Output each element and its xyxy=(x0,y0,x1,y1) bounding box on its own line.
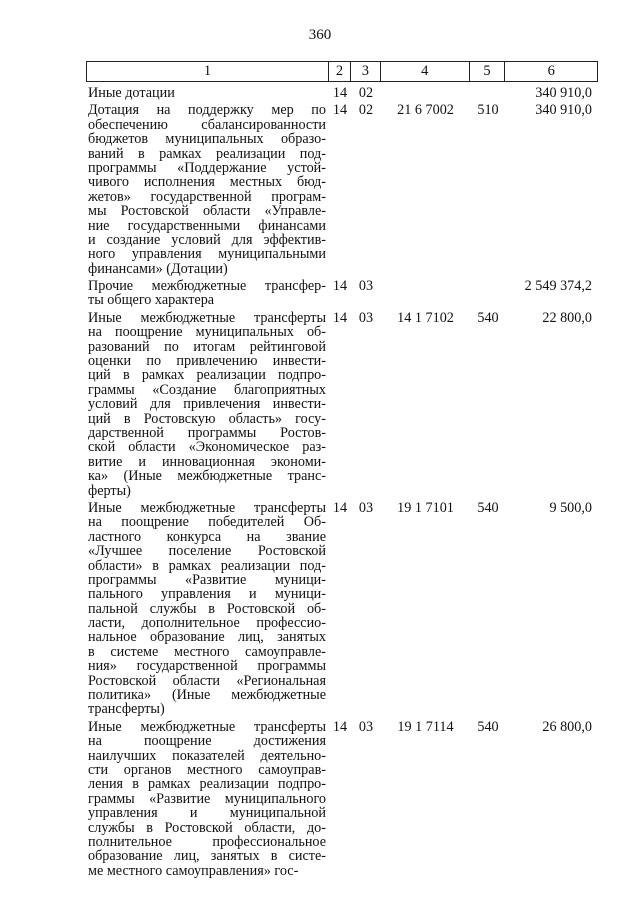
description-line: на поощрение муниципальных об- xyxy=(88,324,326,341)
description-line: ластного конкурса на звание xyxy=(88,528,326,545)
description-line: ние государственными финансами xyxy=(88,217,326,234)
description-line: ты общего характера xyxy=(88,292,215,309)
row-expense-type: 540 xyxy=(477,309,499,326)
description-line: ления в рамках реализации подпро- xyxy=(88,776,326,793)
description-line: Дотация на поддержку мер по xyxy=(88,102,326,119)
description-line: полнительное профессиональное xyxy=(88,833,326,850)
description-line: граммы «Развитие муниципального xyxy=(88,790,326,807)
row-subsection: 02 xyxy=(358,102,374,119)
description-line: ного управления муниципальными xyxy=(88,246,326,263)
row-amount: 340 910,0 xyxy=(535,85,592,101)
description-line: программы «Поддержание устой- xyxy=(88,159,326,176)
table-row xyxy=(86,103,598,276)
table-row xyxy=(86,311,598,498)
description-line: ка» (Иные межбюджетные транс- xyxy=(88,468,326,485)
row-description xyxy=(86,103,329,276)
description-line: обеспечению сбалансированности xyxy=(88,116,326,133)
description-line: Иные межбюджетные трансферты xyxy=(88,499,326,516)
description-line: Иные межбюджетные трансферты xyxy=(88,718,326,735)
row-target-article: 21 6 7002 xyxy=(397,102,454,119)
row-subsection: 03 xyxy=(358,278,374,295)
description-line: чивого исполнения местных бюд- xyxy=(88,174,326,191)
row-subsection: 03 xyxy=(358,718,374,735)
description-line: нальное образование лиц, занятых xyxy=(88,629,326,646)
description-line: ций в рамках реализации подпро- xyxy=(88,367,326,384)
table-row xyxy=(86,279,598,308)
description-line: «Лучшее поселение Ростовской xyxy=(88,543,326,560)
description-line: управления и муниципальной xyxy=(88,805,326,822)
header-col-1: 1 xyxy=(87,62,329,81)
description-line: оценки по привлечению инвести- xyxy=(88,353,326,370)
header-col-4: 4 xyxy=(381,62,470,81)
description-line: условий для привлечения инвести- xyxy=(88,396,326,413)
row-amount: 26 800,0 xyxy=(542,718,592,735)
description-line: жетов» государственной програм- xyxy=(88,188,326,205)
row-target-article: 19 1 7101 xyxy=(397,499,454,516)
row-amount: 2 549 374,2 xyxy=(524,278,592,295)
row-target-article: 14 1 7102 xyxy=(397,309,454,326)
description-line: дарственной программы Ростов- xyxy=(88,425,326,441)
row-section: 14 xyxy=(332,85,348,101)
table-row xyxy=(86,86,598,100)
row-description xyxy=(86,279,329,308)
description-line: бюджетов муниципальных образо- xyxy=(88,131,326,148)
description-line: ния» государственной программы xyxy=(88,658,326,675)
description-line: и создание условий для эффектив- xyxy=(88,231,326,248)
description-line: Прочие межбюджетные трансфер- xyxy=(88,278,326,295)
description-line: мы Ростовской области «Управле- xyxy=(88,203,326,220)
row-expense-type xyxy=(470,279,506,308)
description-line: трансферты) xyxy=(88,701,165,718)
table-row xyxy=(86,720,598,878)
row-subsection: 03 xyxy=(358,309,374,326)
description-line: образование лиц, занятых в систе- xyxy=(88,848,326,865)
row-expense-type: 510 xyxy=(477,102,499,119)
description-line: Иные межбюджетные трансферты xyxy=(88,309,326,326)
description-line: витие и инновационная экономи- xyxy=(88,453,326,470)
row-amount: 340 910,0 xyxy=(535,102,592,119)
description-line: политика» (Иные межбюджетные xyxy=(88,687,326,704)
description-line: ферты) xyxy=(88,482,131,499)
table-header xyxy=(86,61,598,82)
header-col-2: 2 xyxy=(329,62,351,81)
row-amount: 22 800,0 xyxy=(542,309,592,326)
table-body xyxy=(86,86,598,881)
row-description xyxy=(86,86,329,100)
description-line: ской области «Экономическое раз- xyxy=(88,439,326,456)
description-line: на поощрение достижения xyxy=(88,733,326,750)
header-col-3: 3 xyxy=(351,62,381,81)
row-section: 14 xyxy=(332,309,348,326)
row-target-article xyxy=(381,279,470,308)
description-line: ций в Ростовскую область» госу- xyxy=(88,410,326,427)
header-col-5: 5 xyxy=(470,62,506,81)
description-line: ваний в рамках реализации под- xyxy=(88,145,326,162)
row-subsection: 03 xyxy=(358,499,374,516)
table-row xyxy=(86,501,598,717)
row-subsection: 02 xyxy=(358,85,374,101)
row-section: 14 xyxy=(332,499,348,516)
description-line: программы «Развитие муници- xyxy=(88,571,326,588)
description-line: Иные дотации xyxy=(88,85,175,101)
header-col-6: 6 xyxy=(547,63,555,79)
description-line: области» в рамках реализации под- xyxy=(88,557,326,574)
row-section: 14 xyxy=(332,278,348,295)
row-target-article xyxy=(381,86,470,100)
description-line: ме местного самоуправления» гос- xyxy=(88,862,299,879)
row-description xyxy=(86,501,329,717)
row-expense-type xyxy=(470,86,506,100)
row-section: 14 xyxy=(332,102,348,119)
description-line: наилучших показателей деятельно- xyxy=(88,747,326,764)
row-description xyxy=(86,720,329,878)
description-line: ласти, дополнительное профессио- xyxy=(88,615,326,632)
row-target-article: 19 1 7114 xyxy=(397,718,454,735)
page-number: 360 xyxy=(308,27,332,43)
row-amount: 9 500,0 xyxy=(549,499,592,516)
description-line: разований по итогам рейтинговой xyxy=(88,338,326,355)
description-line: службы в Ростовской области, до- xyxy=(88,819,326,836)
row-expense-type: 540 xyxy=(477,499,499,516)
row-description xyxy=(86,311,329,498)
description-line: в системе местного самоуправле- xyxy=(88,643,326,660)
row-expense-type: 540 xyxy=(477,718,499,735)
description-line: Ростовской области «Региональная xyxy=(88,672,326,689)
row-section: 14 xyxy=(332,718,348,735)
description-line: сти органов местного самоуправ- xyxy=(88,761,326,778)
description-line: на поощрение победителей Об- xyxy=(88,514,326,531)
description-line: финансами» (Дотации) xyxy=(88,260,228,277)
description-line: граммы «Создание благоприятных xyxy=(88,381,326,398)
description-line: пальной службы в Ростовской об- xyxy=(88,600,326,617)
description-line: пального управления и муници- xyxy=(88,586,326,603)
